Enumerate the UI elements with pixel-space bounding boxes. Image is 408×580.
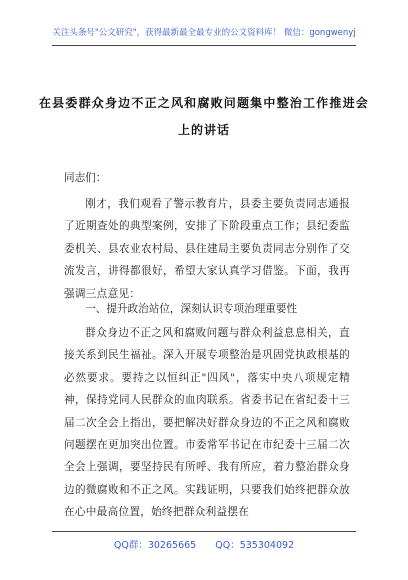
header-divider: [52, 45, 356, 46]
qq-group-contact: [114, 540, 196, 551]
salutation: 同志们：: [64, 172, 107, 184]
paragraph-opening: 刚才，我们观看了警示教育片，县委主要负责同志通报了近期查处的典型案例，安排了下阶段重点工作；县纪委监委机关、县农业农村局、县住建局主要负责同志分别作了交流发言，讲得都很好，希望大家认真学习借鉴。下面，我再强调三点意见：: [64, 198, 350, 300]
section-heading-1: 一、提升政治站位，深刻认识专项治理重要性: [85, 303, 298, 315]
qq-number: 535304092: [239, 540, 295, 551]
footer-divider: [52, 531, 356, 532]
qq-contact: [215, 540, 294, 551]
footer-contact: [0, 537, 408, 551]
qq-group-number: 30265665: [147, 540, 197, 551]
document-title: 在县委群众身边不正之风和腐败问题集中整治工作推进会: [38, 96, 369, 110]
paragraph-section-1: 群众身边不正之风和腐败问题与群众利益息息相关，直接关系到民生福祉。深入开展专项整治是巩固党执政根基的必然要求。要持之以恒纠正"四风"，落实中央八项规定精神，保持党同人民群众的血肉联系。省委书记在省纪委十三届二次全会上指出，要把解决好群众身边的不正之风和腐败问题摆在更加突出位置。市委常军书记在市纪委十三届二次全会上强调，要坚持民有所呼、我有所应，着力整治群众身边的微腐败和不正之风。实践证明，只要我们始终把群众放在心中最高位置，始终把群众利益摆在: [64, 327, 350, 519]
header-promo-note: 关注头条号"公文研究"，获得最新最全最专业的公文资料库！ 微信：gongwenyj: [52, 28, 356, 38]
document-title-continued: 上的讲话: [177, 123, 230, 137]
qq-group-label: QQ群：: [113, 540, 148, 551]
qq-label: QQ：: [215, 540, 240, 551]
